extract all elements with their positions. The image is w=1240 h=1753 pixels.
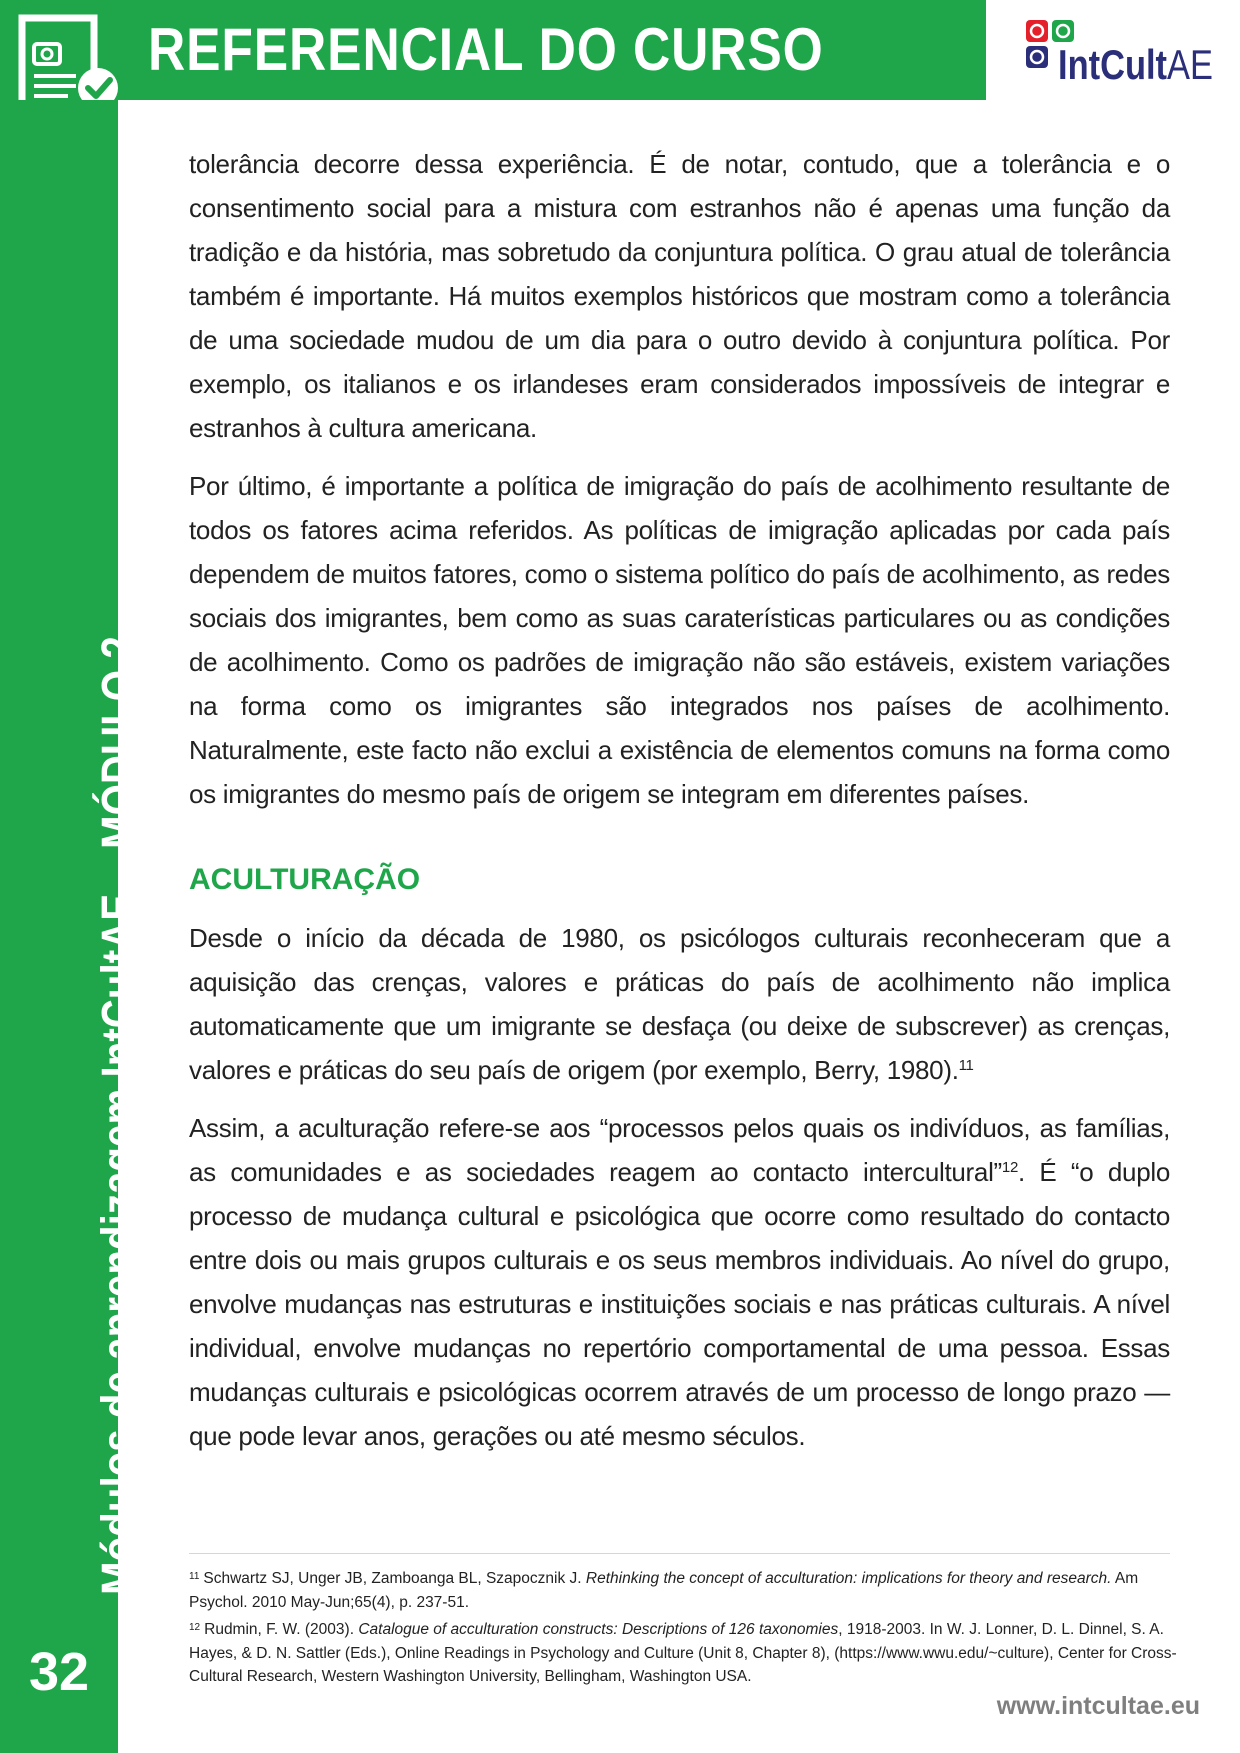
page-title: REFERENCIAL DO CURSO xyxy=(148,16,824,83)
footnote-link[interactable]: https://www.wwu.edu/~culture xyxy=(839,1644,1045,1662)
footnote-divider xyxy=(189,1553,1170,1554)
page-number: 32 xyxy=(28,1642,90,1702)
body-paragraph: Assim, a aculturação refere-se aos “processos pelos quais os indivíduos, as famílias, as comunidades e as sociedades reagem ao contacto intercultural”$^{12}$. É “o duplo processo de mudança cultural e psicológica que ocorre como resultado do contacto entre dois ou mais grupos culturais e os seus membros individuais. Ao nível do grupo, envolve mudanças nas estruturas e instituições sociais e nas práticas culturais. A nível individual, envolve mudanças no repertório comportamental de uma pessoa. Essas mudanças culturais e psicológicas ocorrem através de um processo de longo prazo — que pode levar anos, gerações ou até mesmo séculos. xyxy=(189,1113,1170,1451)
footnote-ref[interactable]: 11 xyxy=(958,1057,974,1074)
website-link[interactable]: www.intcultae.eu xyxy=(996,1692,1200,1720)
intcultae-logo xyxy=(1024,18,1214,88)
sidebar-module-title: Módulos de aprendizagem IntCultAE – MÓDULO 2 xyxy=(93,636,146,1595)
footnote: $^{12}$ Rudmin, F. W. (2003). Catalogue of acculturation constructs: Descriptions of 126 taxonomies, 1918-2003. In W. J. Lonner, D. L. Dinnel, S. A. Hayes, & D. N. Sattler (Eds.), Online Readings in Psychology and Culture (Unit 8, Chapter 8), (https://www.wwu.edu/~culture), Center for Cross-Cultural Research, Western Washington University, Bellingham, Washington USA. xyxy=(189,1621,1177,1685)
main-content xyxy=(189,142,1170,1472)
body-paragraph: Desde o início da década de 1980, os psicólogos culturais reconheceram que a aquisição das crenças, valores e práticas do país de acolhimento não implica automaticamente que um imigrante se desfaça (ou deixe de subscrever) as crenças, valores e práticas do seu país de origem (por exemplo, Berry, 1980).$^{11}$ xyxy=(189,923,1170,1085)
footnote: $^{11}$ Schwartz SJ, Unger JB, Zamboanga BL, Szapocznik J. Rethinking the concept of acculturation: implications for theory and research. Am Psychol. 2010 May-Jun;65(4), p. 237-51. xyxy=(189,1570,1139,1611)
logo-text: IntCultAE xyxy=(1058,41,1213,88)
footnote-ref[interactable]: 12 xyxy=(1001,1159,1018,1176)
footnotes xyxy=(189,1567,1179,1693)
body-paragraph: tolerância decorre dessa experiência. É de notar, contudo, que a tolerância e o consentimento social para a mistura com estranhos não é apenas uma função da tradição e da história, mas sobretudo da conjuntura política. O grau atual de tolerância também é importante. Há muitos exemplos históricos que mostram como a tolerância de uma sociedade mudou de um dia para o outro devido à conjuntura política. Por exemplo, os italianos e os irlandeses eram considerados impossíveis de integrar e estranhos à cultura americana. xyxy=(189,149,1170,443)
body-paragraph: Por último, é importante a política de imigração do país de acolhimento resultante de todos os fatores acima referidos. As políticas de imigração aplicadas por cada país dependem de muitos fatores, como o sistema político do país de acolhimento, as redes sociais dos imigrantes, bem como as suas caraterísticas particulares ou as condições de acolhimento. Como os padrões de imigração não são estáveis, existem variações na forma como os imigrantes são integrados nos países de acolhimento. Naturalmente, este facto não exclui a existência de elementos comuns na forma como os imigrantes do mesmo país de origem se integram em diferentes países. xyxy=(189,471,1170,809)
section-heading: ACULTURAÇÃO xyxy=(189,863,421,896)
